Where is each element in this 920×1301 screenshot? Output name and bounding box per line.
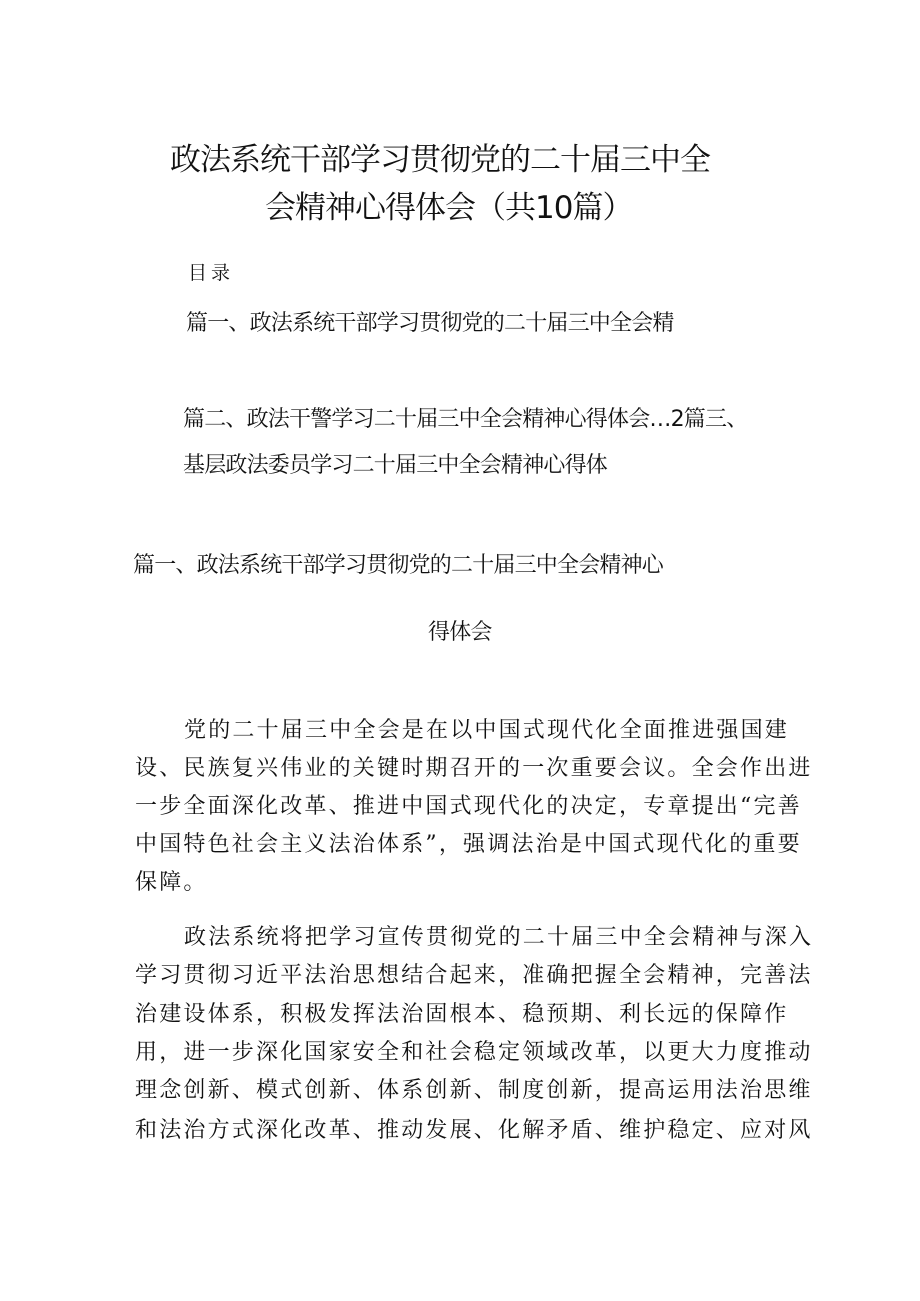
toc-entry-2: 篇二、政法干警学习二十届三中全会精神心得体会…2篇三、 [183,407,748,432]
section-heading-line-2: 得体会 [428,620,492,645]
body-line-6: 政法系统将把学习宣传贯彻党的二十届三中全会精神与深入 [184,925,814,950]
toc-entry-1: 篇一、政法系统干部学习贯彻党的二十届三中全会精 [186,311,674,336]
body-line-2: 设、民族复兴伟业的关键时期召开的一次重要会议。全会作出进 [135,756,813,781]
toc-entry-3: 基层政法委员学习二十届三中全会精神心得体 [183,453,608,478]
body-line-3: 一步全面深化改革、推进中国式现代化的决定，专章提出“完善 [135,794,802,819]
document-title-line-1: 政法系统干部学习贯彻党的二十届三中全 [170,142,710,178]
body-line-11: 和法治方式深化改革、推动发展、化解矛盾、维护稳定、应对风 [135,1118,813,1143]
section-heading-line-1: 篇一、政法系统干部学习贯彻党的二十届三中全会精神心 [133,553,664,578]
body-line-4: 中国特色社会主义法治体系”，强调法治是中国式现代化的重要 [135,832,802,857]
body-line-9: 用，进一步深化国家安全和社会稳定领域改革，以更大力度推动 [135,1040,813,1065]
body-line-10: 理念创新、模式创新、体系创新、制度创新，提高运用法治思维 [135,1078,813,1103]
body-line-5: 保障。 [135,870,208,895]
document-title-line-2: 会精神心得体会（共10篇） [265,190,633,226]
body-line-7: 学习贯彻习近平法治思想结合起来，准确把握全会精神，完善法 [135,963,813,988]
toc-heading: 目录 [188,262,235,284]
body-line-8: 治建设体系，积极发挥法治固根本、稳预期、利长远的保障作 [135,1002,789,1027]
body-line-1: 党的二十届三中全会是在以中国式现代化全面推进强国建 [184,718,790,743]
